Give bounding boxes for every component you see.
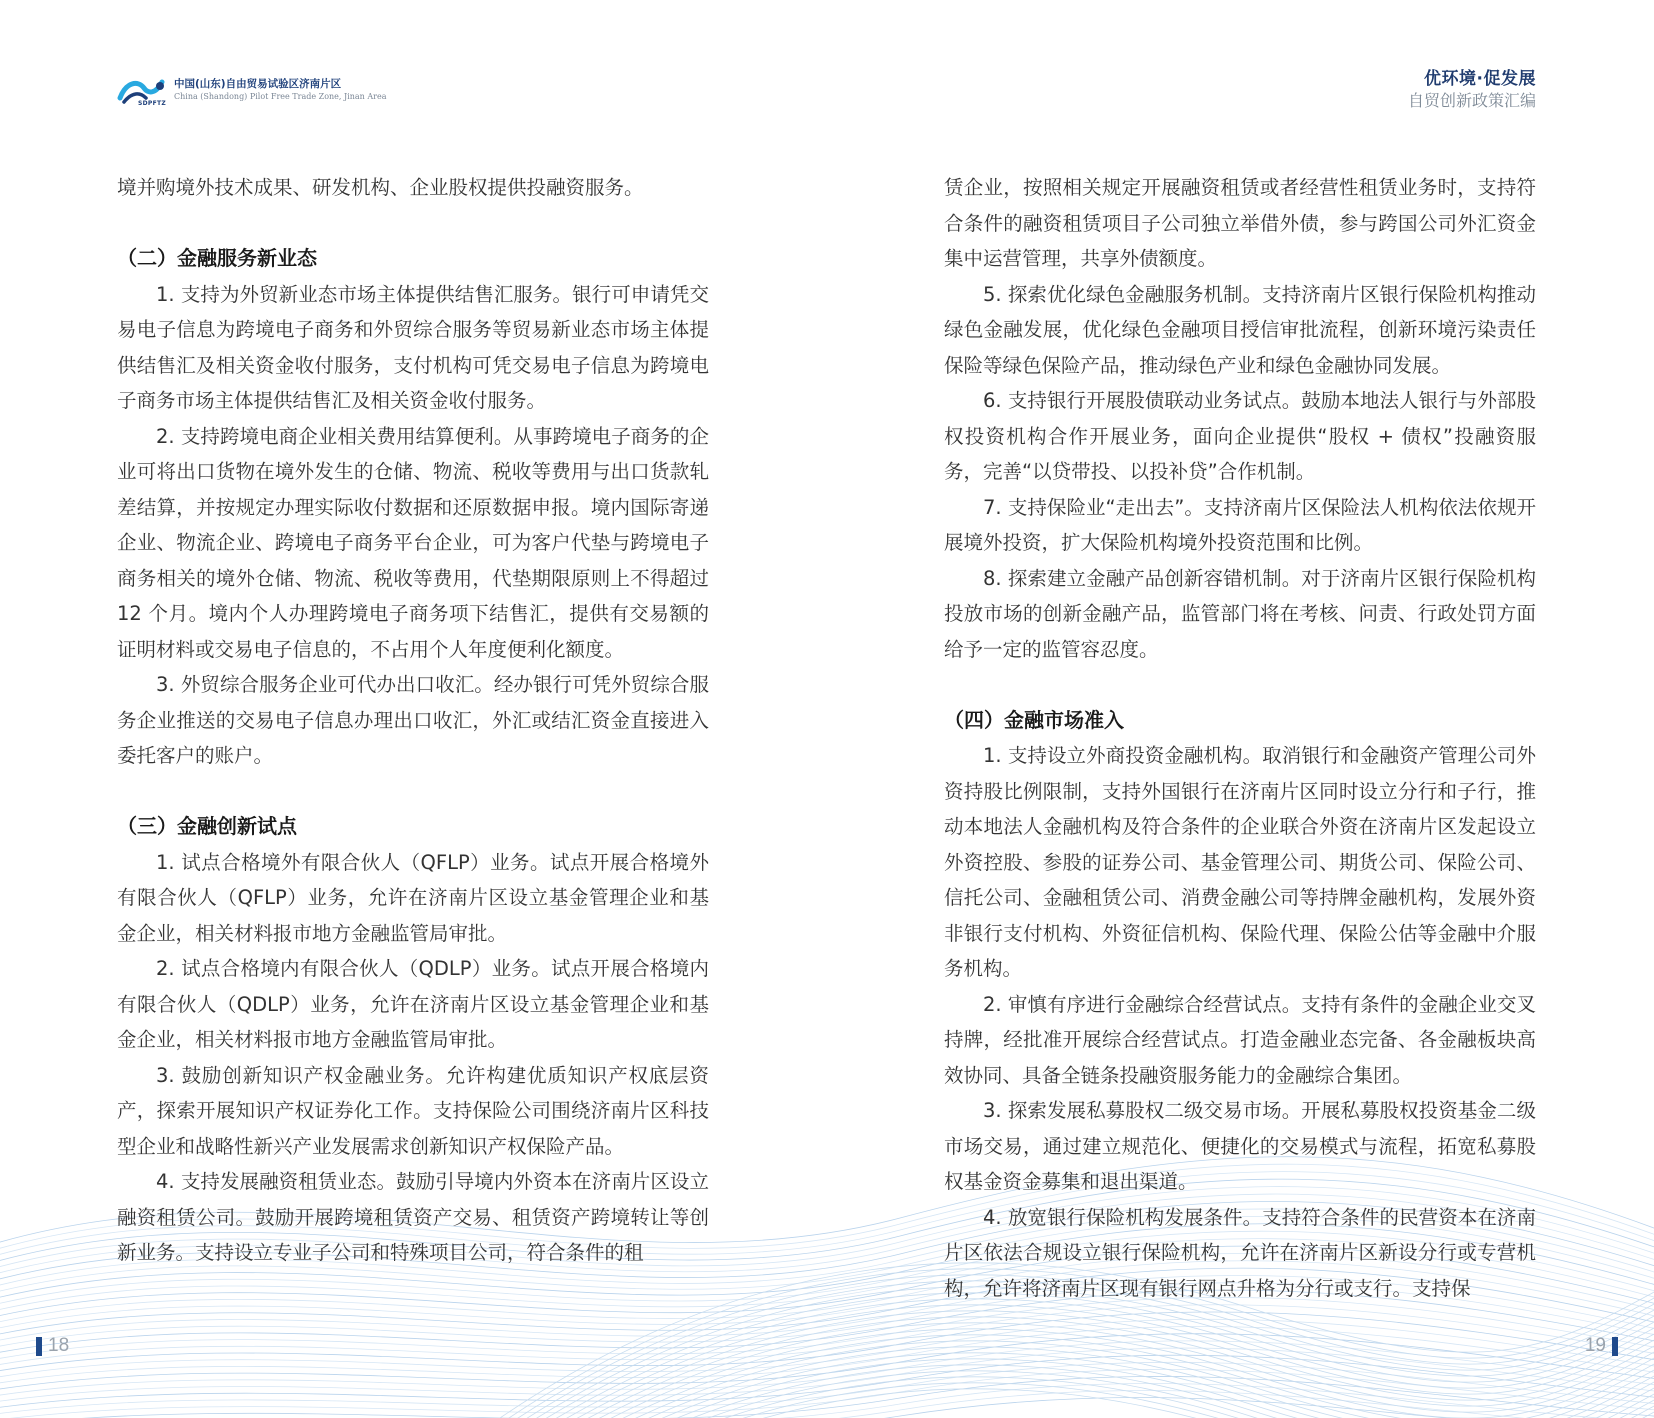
section-heading: （四）金融市场准入 xyxy=(944,707,1124,732)
paragraph: 7. 支持保险业“走出去”。支持济南片区保险法人机构依法依规开展境外投资，扩大保险机构境外投资范围和比例。 xyxy=(944,495,1536,554)
wave-line xyxy=(500,1365,1654,1418)
publisher-logo xyxy=(116,74,386,106)
wave-line xyxy=(0,1355,1654,1410)
page-number-left xyxy=(36,1335,69,1357)
paragraph: 1. 支持设立外商投资金融机构。取消银行和金融资产管理公司外资持股比例限制，支持外国银行在济南片区同时设立分行和子行，推动本地法人金融机构及符合条件的企业联合外资在济南片区发起设立外资控股、参股的证券公司、基金管理公司、期货公司、保险公司、信托公司、金融租赁公司、消费金融公司等持牌金融机构，发展外资非银行支付机构、外资征信机构、保险代理、保险公估等金融中介服务机构。 xyxy=(944,744,1536,980)
paragraph: 境并购境外技术成果、研发机构、企业股权提供投融资服务。 xyxy=(117,176,644,199)
paragraph: 1. 试点合格境外有限合伙人（QFLP）业务。试点开展合格境外有限合伙人（QFLP）业务，允许在济南片区设立基金管理企业和基金企业，相关材料报市地方金融监管局审批。 xyxy=(117,850,709,945)
logo-english-name: China (Shandong) Pilot Free Trade Zone, Jinan Area xyxy=(174,92,387,101)
paragraph: 5. 探索优化绿色金融服务机制。支持济南片区银行保险机构推动绿色金融发展，优化绿色金融项目授信审批流程，创新环境污染责任保险等绿色保险产品，推动绿色产业和绿色金融协同发展。 xyxy=(944,282,1536,377)
header-subtitle: 自贸创新政策汇编 xyxy=(1407,91,1536,110)
paragraph: 2. 试点合格境内有限合伙人（QDLP）业务。试点开展合格境内有限合伙人（QDLP）业务，允许在济南片区设立基金管理企业和基金企业，相关材料报市地方金融监管局审批。 xyxy=(117,957,709,1051)
paragraph: 4. 放宽银行保险机构发展条件。支持符合条件的民营资本在济南片区依法合规设立银行保险机构，允许在济南片区新设分行或专营机构，允许将济南片区现有银行网点升格为分行或支行。支持保 xyxy=(944,1205,1536,1300)
wave-line xyxy=(500,1359,1654,1418)
paragraph: 3. 外贸综合服务企业可代办出口收汇。经办银行可凭外贸综合服务企业推送的交易电子信息办理出口收汇，外汇或结汇资金直接进入委托客户的账户。 xyxy=(117,673,709,767)
page-number-text: 18 xyxy=(48,1335,70,1356)
left-page-column xyxy=(117,170,709,1271)
paragraph: 赁企业，按照相关规定开展融资租赁或者经营性租赁业务时，支持符合条件的融资租赁项目子公司独立举借外债，参与跨国公司外汇资金集中运营管理，共享外债额度。 xyxy=(944,176,1536,270)
page-number-right xyxy=(1585,1335,1618,1357)
paragraph: 1. 支持为外贸新业态市场主体提供结售汇服务。银行可申请凭交易电子信息为跨境电子商务和外贸综合服务等贸易新业态市场主体提供结售汇及相关资金收付服务，支付机构可凭交易电子信息为跨境电子商务市场主体提供结售汇及相关资金收付服务。 xyxy=(117,282,709,412)
page-marker-bar xyxy=(1612,1337,1618,1356)
paragraph: 3. 鼓励创新知识产权金融业务。允许构建优质知识产权底层资产，探索开展知识产权证券化工作。支持保险公司围绕济南片区科技型企业和战略性新兴产业发展需求创新知识产权保险产品。 xyxy=(117,1063,709,1158)
logo-chinese-name: 中国(山东)自由贸易试验区济南片区 xyxy=(174,78,342,90)
page-number-text: 19 xyxy=(1584,1335,1606,1356)
right-page-column xyxy=(944,170,1536,1306)
header-title: 优环境·促发展 xyxy=(1424,69,1536,89)
paragraph: 2. 审慎有序进行金融综合经营试点。支持有条件的金融企业交叉持牌，经批准开展综合经营试点。打造金融业态完备、各金融板块高效协同、具备全链条投融资服务能力的金融综合集团。 xyxy=(944,992,1536,1087)
wave-line xyxy=(0,1369,1654,1418)
logo-text xyxy=(174,78,386,102)
paragraph: 6. 支持银行开展股债联动业务试点。鼓励本地法人银行与外部股权投资机构合作开展业务，面向企业提供“股权 + 债权”投融资服务，完善“以贷带投、以投补贷”合作机制。 xyxy=(944,389,1536,483)
paragraph: 2. 支持跨境电商企业相关费用结算便利。从事跨境电子商务的企业可将出口货物在境外发生的仓储、物流、税收等费用与出口货款轧差结算，并按规定办理实际收付数据和还原数据申报。境内国际寄递企业、物流企业、跨境电子商务平台企业，可为客户代垫与跨境电子商务相关的境外仓储、物流、税收等费用，代垫期限原则上不得超过 12 个月。境内个人办理跨境电子商务项下结售汇，提供有交易额的证明材料或交易电子信息的，不占用个人年度便利化额度。 xyxy=(117,424,709,661)
page-marker-bar xyxy=(36,1337,42,1356)
section-heading: （三）金融创新试点 xyxy=(117,814,297,838)
wave-line xyxy=(500,1347,1654,1418)
running-header xyxy=(1408,68,1536,112)
wave-line xyxy=(500,1305,1654,1418)
logo-abbreviation: SDPFTZ xyxy=(138,100,167,107)
wave-line xyxy=(0,1305,1654,1368)
section-heading: （二）金融服务新业态 xyxy=(117,246,317,270)
paragraph: 8. 探索建立金融产品创新容错机制。对于济南片区银行保险机构投放市场的创新金融产品，监管部门将在考核、问责、行政处罚方面给予一定的监管容忍度。 xyxy=(944,566,1536,661)
paragraph: 3. 探索发展私募股权二级交易市场。开展私募股权投资基金二级市场交易，通过建立规范化、便捷化的交易模式与流程，拓宽私募股权基金资金募集和退出渠道。 xyxy=(944,1099,1536,1193)
wave-line xyxy=(500,1323,1654,1418)
paragraph: 4. 支持发展融资租赁业态。鼓励引导境内外资本在济南片区设立融资租赁公司。鼓励开展跨境租赁资产交易、租赁资产跨境转让等创新业务。支持设立专业子公司和特殊项目公司，符合条件的租 xyxy=(117,1170,709,1264)
